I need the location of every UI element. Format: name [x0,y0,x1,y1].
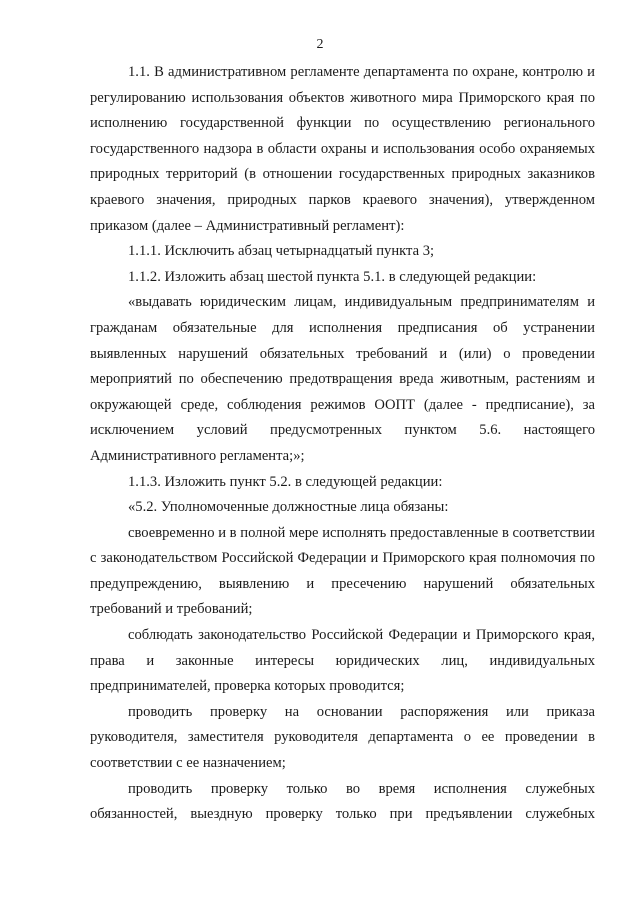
document-body [90,60,595,828]
paragraph-quote-issue-orders: «выдавать юридическим лицам, индивидуальным предпринимателям и гражданам обязательные для исполнения предписания об устранении выявленных нарушений обязательных требований и (или) о проведении мероприятий по обеспечению предотвращения вреда животным, растениям и окружающей среде, соблюдения режимов ООПТ (далее - предписание), за исключением условий предусмотренных пунктом 5.6. настоящего Административного регламента;»; [90,294,595,464]
paragraph-duty-comply-law: соблюдать законодательство Российской Федерации и Приморского края, права и законные интересы юридических лиц, индивидуальных предпринимателей, проверка которых проводится; [90,627,595,695]
paragraph-1-1-2: 1.1.2. Изложить абзац шестой пункта 5.1. в следующей редакции: [128,268,537,285]
paragraph-1-1-1: 1.1.1. Исключить абзац четырнадцатый пункта 3; [128,243,435,260]
page-number: 2 [316,37,324,52]
paragraph-duty-order-basis: проводить проверку на основании распоряжения или приказа руководителя, заместителя руководителя департамента о ее проведении в соответствии с ее назначением; [90,703,595,772]
paragraph-1-1-3: 1.1.3. Изложить пункт 5.2. в следующей редакции: [128,473,443,490]
paragraph-duty-timely: своевременно и в полной мере исполнять предоставленные в соответствии с законодательством Российской Федерации и Приморского края полномочия по предупреждению, выявлению и пресечению нарушений обязательных требований и требований; [90,524,595,618]
paragraph-duty-service-time: проводить проверку только во время исполнения служебных обязанностей, выездную проверку только при предъявлении служебных [90,780,595,823]
paragraph-5-2-heading: «5.2. Уполномоченные должностные лица обязаны: [128,499,449,516]
paragraph-1-1: 1.1. В административном регламенте департамента по охране, контролю и регулированию использования объектов животного мира Приморского края по исполнению государственной функции по осуществлению регионального государственного надзора в области охраны и использования особо охраняемых природных территорий (в отношении государственных природных заказников краевого значения, природных парков краевого значения), утвержденном приказом (далее – Административный регламент): [90,64,595,234]
